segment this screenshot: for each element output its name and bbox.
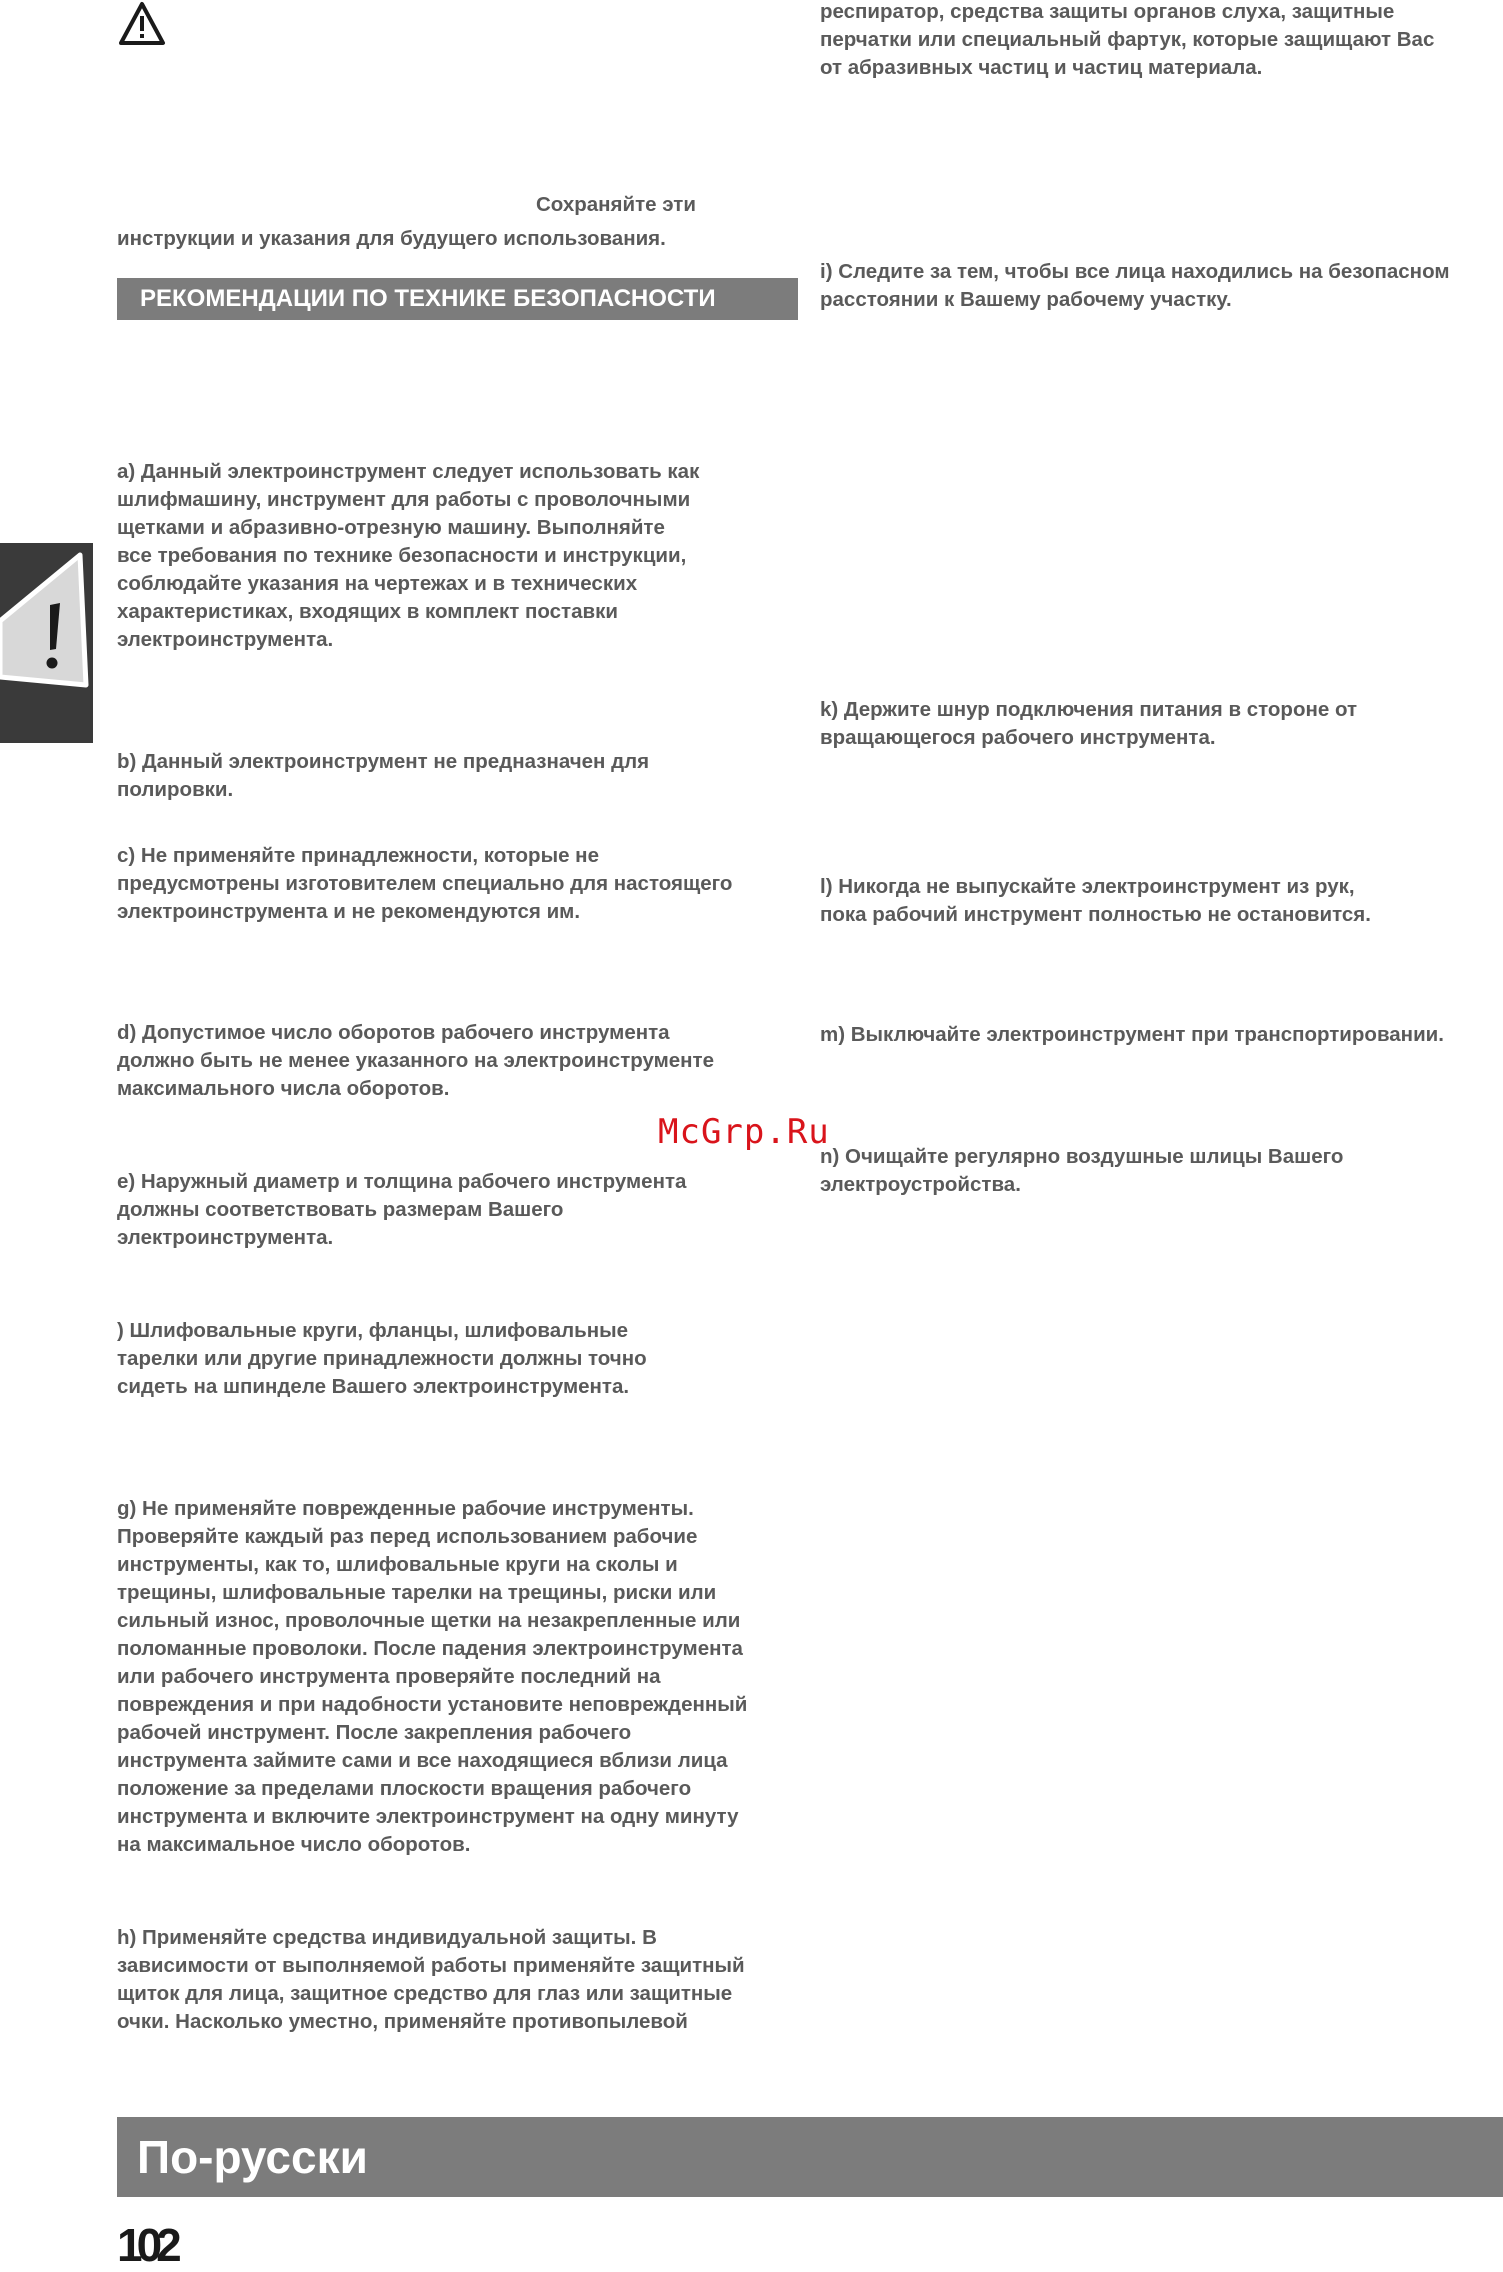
item-b: b) Данный электроинструмент не предназначен для полировки. [117, 750, 650, 801]
watermark: McGrp.Ru [658, 1112, 830, 1152]
item-i: i) Следите за тем, чтобы все лица находились на безопасном расстоянии к Вашему рабочему участку. [820, 260, 1450, 311]
item-f: ) Шлифовальные круги, фланцы, шлифовальные тарелки или другие принадлежности должны точно сидеть на шпинделе Вашего электроинструмента. [117, 1319, 647, 1398]
item-h: h) Применяйте средства индивидуальной защиты. В зависимости от выполняемой работы применяйте защитный щиток для лица, защитное средство для глаз или защитные очки. Насколько уместно, применяйте противопылевой [117, 1926, 745, 2033]
item-g: g) Не применяйте поврежденные рабочие инструменты. Проверяйте каждый раз перед использованием рабочие инструменты, как то, шлифовальные круги на сколы и трещины, шлифовальные тарелки на трещины, риски или сильный износ, проволочные щетки на незакрепленные или поломанные проволоки. После падения электроинструмента или рабочего инструмента проверяйте последний на повреждения и при надобности установите неповрежденный рабочей инструмент. После закрепления рабочего инструмента займите сами и все находящиеся вблизи лица положение за пределами плоскости вращения рабочего инструмента и включите электроинструмент на одну минуту на максимальное число оборотов. [117, 1497, 748, 1856]
item-m: m) Выключайте электроинструмент при транспортировании. [820, 1023, 1444, 1046]
warning-exclamation-icon [0, 543, 93, 743]
item-c: c) Не применяйте принадлежности, которые не предусмотрены изготовителем специально для настоящего электроинструмента и не рекомендуются им. [117, 844, 733, 923]
save-instructions-line1: Сохраняйте эти [536, 193, 696, 216]
save-instructions-line2: инструкции и указания для будущего использования. [117, 227, 666, 250]
page-number: 102 [117, 2219, 176, 2271]
side-warning-tab [0, 543, 93, 743]
section-title: РЕКОМЕНДАЦИИ ПО ТЕХНИКЕ БЕЗОПАСНОСТИ [117, 278, 798, 320]
item-k: k) Держите шнур подключения питания в стороне от вращающегося рабочего инструмента. [820, 698, 1358, 749]
item-a: a) Данный электроинструмент следует использовать как шлифмашину, инструмент для работы с проволочными щетками и абразивно-отрезную машину. Выполняйте все требования по технике безопасности и инструкции, соблюдайте указания на чертежах и в технических характеристиках, входящих в комплект поставки электроинструмента. [117, 460, 700, 651]
item-n: n) Очищайте регулярно воздушные шлицы Вашего электроустройства. [820, 1145, 1344, 1196]
item-h-continued: респиратор, средства защиты органов слуха, защитные перчатки или специальный фартук, которые защищают Вас от абразивных частиц и частиц материала. [820, 0, 1435, 79]
item-d: d) Допустимое число оборотов рабочего инструмента должно быть не менее указанного на электроинструменте максимального числа оборотов. [117, 1021, 715, 1100]
footer-language-bar [117, 2117, 1503, 2197]
footer-language-label: По-русски [137, 2131, 368, 2183]
item-e: e) Наружный диаметр и толщина рабочего инструмента должны соответствовать размерам Вашего электроинструмента. [117, 1170, 687, 1249]
warning-triangle-icon [117, 0, 167, 48]
item-l: l) Никогда не выпускайте электроинструмент из рук, пока рабочий инструмент полностью не остановится. [820, 875, 1371, 926]
